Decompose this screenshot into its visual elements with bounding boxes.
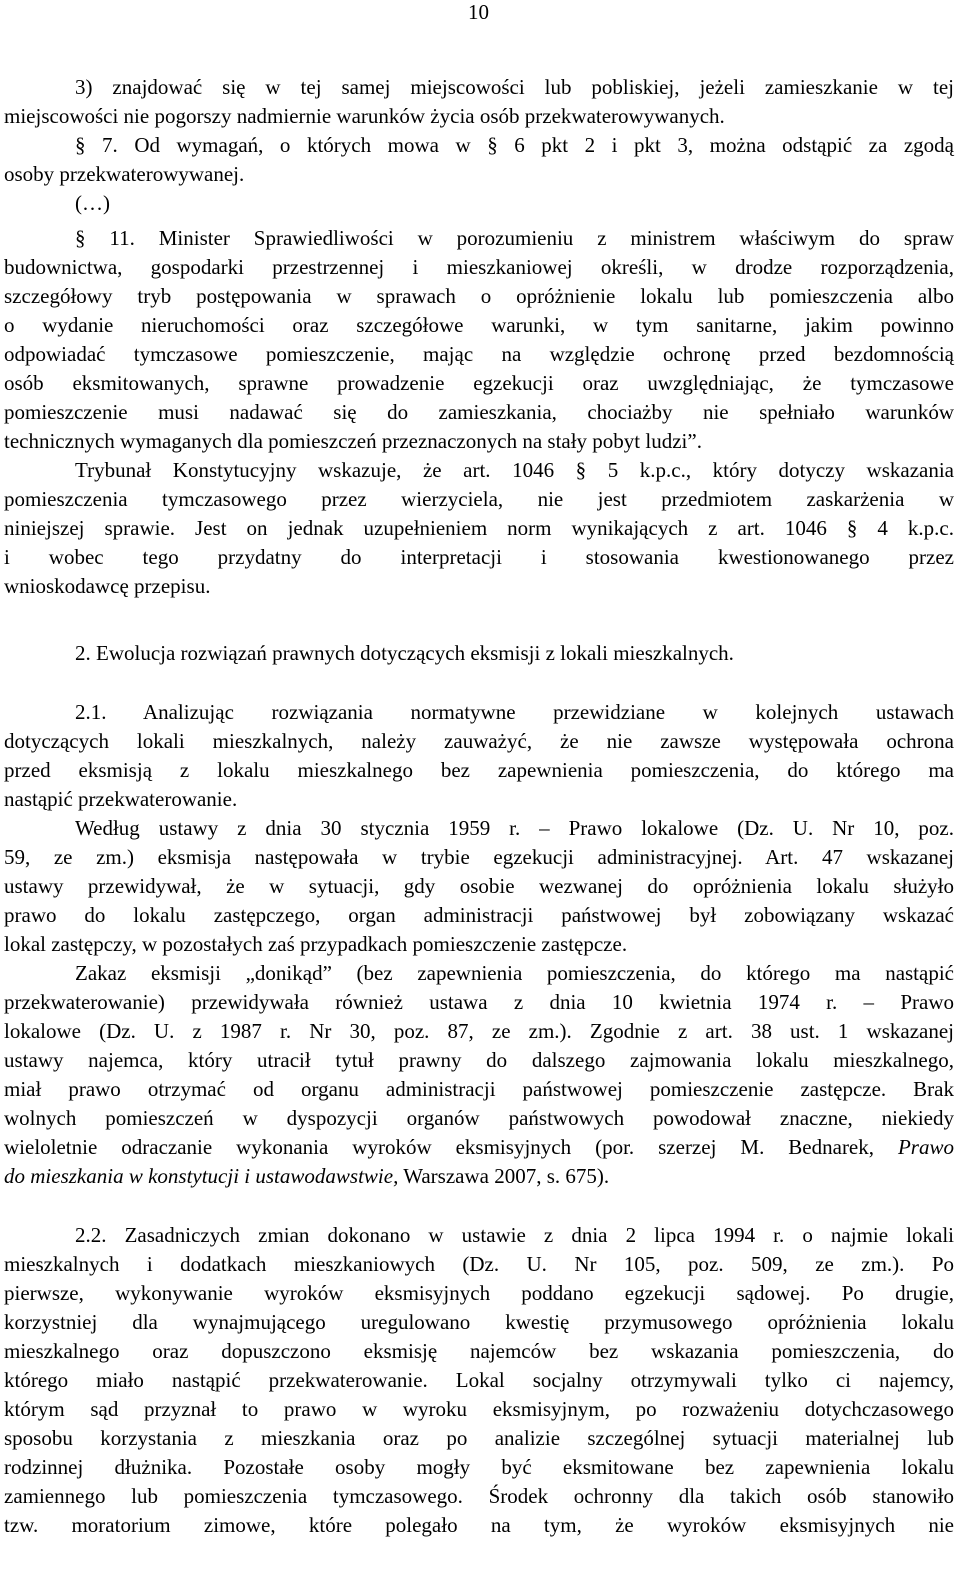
text-line [4, 1161, 954, 1191]
text-line: przekwaterowanie) przewidywała również ustawa z dnia 10 kwietnia 1974 r. – Prawo [4, 990, 954, 1014]
text-span: Warszawa 2007, s. 675). [398, 1164, 610, 1188]
text-line: osób eksmitowanych, sprawne prowadzenie egzekucji oraz uwzględniając, że tymczasowe [4, 371, 954, 395]
text-line: 3) znajdować się w tej samej miejscowości lub pobliskiej, jeżeli zamieszkanie w tej [75, 75, 954, 99]
text-line: Zakaz eksmisji „donikąd” (bez zapewnienia pomieszczenia, do którego ma nastąpić [75, 961, 954, 985]
text-line: prawo do lokalu zastępczego, organ administracji państwowej był zobowiązany wskazać [4, 903, 954, 927]
text-line: sposobu korzystania z mieszkania oraz po analizie szczególnej sytuacji materialnej lub [4, 1426, 954, 1450]
text-line: wolnych pomieszczeń w dyspozycji organów państwowych powodował znaczne, niekiedy [4, 1106, 954, 1130]
text-line: nastąpić przekwaterowanie. [4, 787, 238, 811]
text-line: ustawy najemca, który utracił tytuł prawny do dalszego zajmowania lokalu mieszkalnego, [4, 1048, 954, 1072]
text-line: pierwsze, wykonywanie wyroków eksmisyjnych poddano egzekucji sądowej. Po drugie, [4, 1281, 954, 1305]
text-line: mieszkalnego oraz dopuszczono eksmisję najemców bez wskazania pomieszczenia, do [4, 1339, 954, 1363]
text-line: którego miało nastąpić przekwaterowanie. Lokal socjalny otrzymywali tylko ci najemcy, [4, 1368, 954, 1392]
text-line: pomieszczenia tymczasowego przez wierzyciela, nie jest przedmiotem zaskarżenia w [4, 487, 954, 511]
text-line: Według ustawy z dnia 30 stycznia 1959 r. – Prawo lokalowe (Dz. U. Nr 10, poz. [75, 816, 954, 840]
text-line: miejscowości nie pogorszy nadmiernie warunków życia osób przekwaterowywanych. [4, 104, 725, 128]
text-line: § 7. Od wymagań, o których mowa w § 6 pkt 2 i pkt 3, można odstąpić za zgodą [75, 133, 954, 157]
text-line: niniejszej sprawie. Jest on jednak uzupełnieniem norm wynikających z art. 1046 § 4 k.p.c. [4, 516, 954, 540]
italic-title: Prawo [897, 1135, 954, 1159]
text-line: którym sąd przyznał to prawo w wyroku eksmisyjnym, po rozważeniu dotychczasowego [4, 1397, 954, 1421]
text-line: miał prawo otrzymać od organu administracji państwowej pomieszczenie zastępcze. Brak [4, 1077, 954, 1101]
text-line: lokalowe (Dz. U. z 1987 r. Nr 30, poz. 87, ze zm.). Zgodnie z art. 38 ust. 1 wskazanej [4, 1019, 954, 1043]
text-line: dotyczących lokali mieszkalnych, należy zauważyć, że nie zawsze występowała ochrona [4, 729, 954, 753]
text-line [4, 1132, 954, 1162]
text-line: technicznych wymaganych dla pomieszczeń przeznaczonych na stały pobyt ludzi”. [4, 429, 702, 453]
text-line: § 11. Minister Sprawiedliwości w porozumieniu z ministrem właściwym do spraw [75, 226, 954, 250]
text-line: ustawy przewidywał, że w sytuacji, gdy osobie wezwanej do opróżnienia lokalu służyło [4, 874, 954, 898]
text-line: budownictwa, gospodarki przestrzennej i mieszkaniowej określi, w drodze rozporządzenia, [4, 255, 954, 279]
text-line: 2.1. Analizując rozwiązania normatywne przewidziane w kolejnych ustawach [75, 700, 954, 724]
text-line: Trybunał Konstytucyjny wskazuje, że art. 1046 § 5 k.p.c., który dotyczy wskazania [75, 458, 954, 482]
text-line: korzystniej dla wynajmującego uregulowano kwestię przymusowego opróżnienia lokalu [4, 1310, 954, 1334]
text-line: i wobec tego przydatny do interpretacji i stosowania kwestionowanego przez [4, 545, 954, 569]
text-line: szczegółowy tryb postępowania w sprawach o opróżnienie lokalu lub pomieszczenia albo [4, 284, 954, 308]
text-line: wnioskodawcę przepisu. [4, 574, 211, 598]
text-line: lokal zastępczy, w pozostałych zaś przypadkach pomieszczenie zastępcze. [4, 932, 628, 956]
text-line: odpowiadać tymczasowe pomieszczenie, mając na względzie ochronę przed bezdomnością [4, 342, 954, 366]
page-number: 10 [468, 0, 489, 24]
text-line: 59, ze zm.) eksmisja następowała w trybie egzekucji administracyjnej. Art. 47 wskazanej [4, 845, 954, 869]
section-heading: 2. Ewolucja rozwiązań prawnych dotyczących eksmisji z lokali mieszkalnych. [75, 641, 734, 665]
italic-title: do mieszkania w konstytucji i ustawodawstwie, [4, 1164, 399, 1188]
text-line: rodzinnej dłużnika. Pozostałe osoby mogły być eksmitowane bez zapewnienia lokalu [4, 1455, 954, 1479]
text-line: zamiennego lub pomieszczenia tymczasowego. Środek ochronny dla takich osób stanowiło [4, 1484, 954, 1508]
text-line: (…) [75, 191, 110, 215]
text-line: przed eksmisją z lokalu mieszkalnego bez zapewnienia pomieszczenia, do którego ma [4, 758, 954, 782]
text-span: wieloletnie odraczanie wykonania wyroków eksmisyjnych (por. szerzej M. Bednarek, [4, 1135, 898, 1159]
text-line: o wydanie nieruchomości oraz szczegółowe warunki, w tym sanitarne, jakim powinno [4, 313, 954, 337]
text-line: pomieszczenie musi nadawać się do zamieszkania, chociażby nie spełniało warunków [4, 400, 954, 424]
text-line: osoby przekwaterowywanej. [4, 162, 245, 186]
text-line: 2.2. Zasadniczych zmian dokonano w ustawie z dnia 2 lipca 1994 r. o najmie lokali [75, 1223, 954, 1247]
text-line: tzw. moratorium zimowe, które polegało na tym, że wyroków eksmisyjnych nie [4, 1513, 954, 1537]
text-line: mieszkalnych i dodatkach mieszkaniowych (Dz. U. Nr 105, poz. 509, ze zm.). Po [4, 1252, 954, 1276]
